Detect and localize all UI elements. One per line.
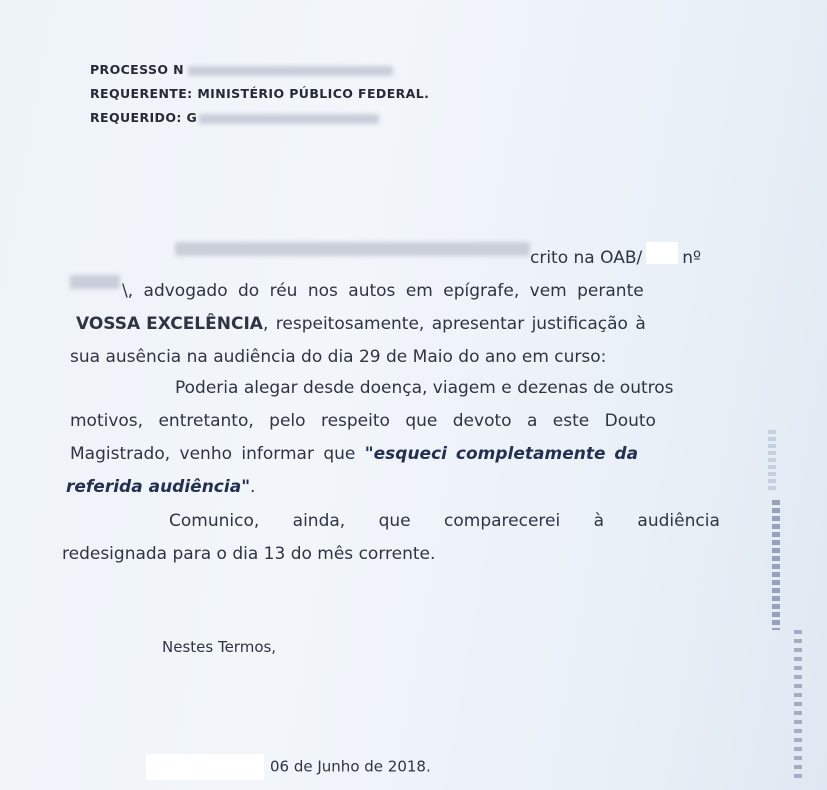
requerido-line xyxy=(90,106,429,130)
p2-line-2 xyxy=(70,405,720,438)
p1-l4-text: sua ausência na audiência do dia 29 de Maio do ano em curso: xyxy=(70,347,607,367)
p2-l3-text: Magistrado, venho informar que xyxy=(70,444,365,464)
paragraph-1 xyxy=(70,242,720,374)
p1-line-4 xyxy=(70,341,720,374)
p2-l2-text: motivos, entretanto, pelo respeito que devoto a este Douto xyxy=(70,411,656,431)
p2-line-3 xyxy=(70,438,720,471)
processo-label: PROCESSO N xyxy=(90,62,185,77)
p1-l3-text: , respeitosamente, apresentar justificação à xyxy=(262,314,646,334)
redacted-oab-state xyxy=(646,242,678,264)
p3-l1-text: Comunico, ainda, que comparecerei à audiência xyxy=(169,511,720,531)
stamp-mark xyxy=(794,630,802,780)
p1-line-1 xyxy=(70,242,720,275)
p1-l2-text: \, advogado do réu nos autos em epígrafe, vem perante xyxy=(122,281,644,301)
p1-l1-text: crito na OAB/ xyxy=(530,248,643,268)
paragraph-3 xyxy=(62,505,722,571)
p1-l3-bold: VOSSA EXCELÊNCIA xyxy=(76,314,263,334)
p1-line-3 xyxy=(70,308,720,341)
p3-l2-text: redesignada para o dia 13 do mês corrente. xyxy=(62,544,436,564)
p2-l1-text: Poderia alegar desde doença, viagem e dezenas de outros xyxy=(175,378,674,398)
p1-l1-no: nº xyxy=(682,248,702,268)
stamp-mark xyxy=(772,500,780,630)
date-text: 06 de Junho de 2018. xyxy=(270,757,431,776)
redacted-defendant-name xyxy=(199,114,379,124)
stamp-mark xyxy=(768,430,776,490)
p2-l3-quote: "esqueci completamente da xyxy=(364,444,639,464)
p2-line-4 xyxy=(66,471,720,504)
case-header xyxy=(90,58,429,130)
p3-line-2 xyxy=(62,538,722,571)
redacted-oab-number xyxy=(70,275,120,289)
p2-line-1 xyxy=(70,372,720,405)
p1-line-2 xyxy=(70,275,720,308)
paragraph-2 xyxy=(66,372,720,504)
p3-line-1 xyxy=(62,505,722,538)
p2-l4-end: . xyxy=(250,477,256,497)
p2-l4-quote: referida audiência" xyxy=(66,477,251,497)
side-stamp xyxy=(764,430,810,780)
requerente-line: REQUERENTE: MINISTÉRIO PÚBLICO FEDERAL. xyxy=(90,86,430,101)
redacted-process-number xyxy=(188,66,393,76)
redacted-city xyxy=(146,754,264,780)
closing-text: Nestes Termos, xyxy=(162,638,277,656)
redacted-lawyer-name xyxy=(175,242,530,256)
requerido-label: REQUERIDO: G xyxy=(90,110,198,125)
date-line xyxy=(146,754,431,780)
processo-line xyxy=(90,58,429,82)
